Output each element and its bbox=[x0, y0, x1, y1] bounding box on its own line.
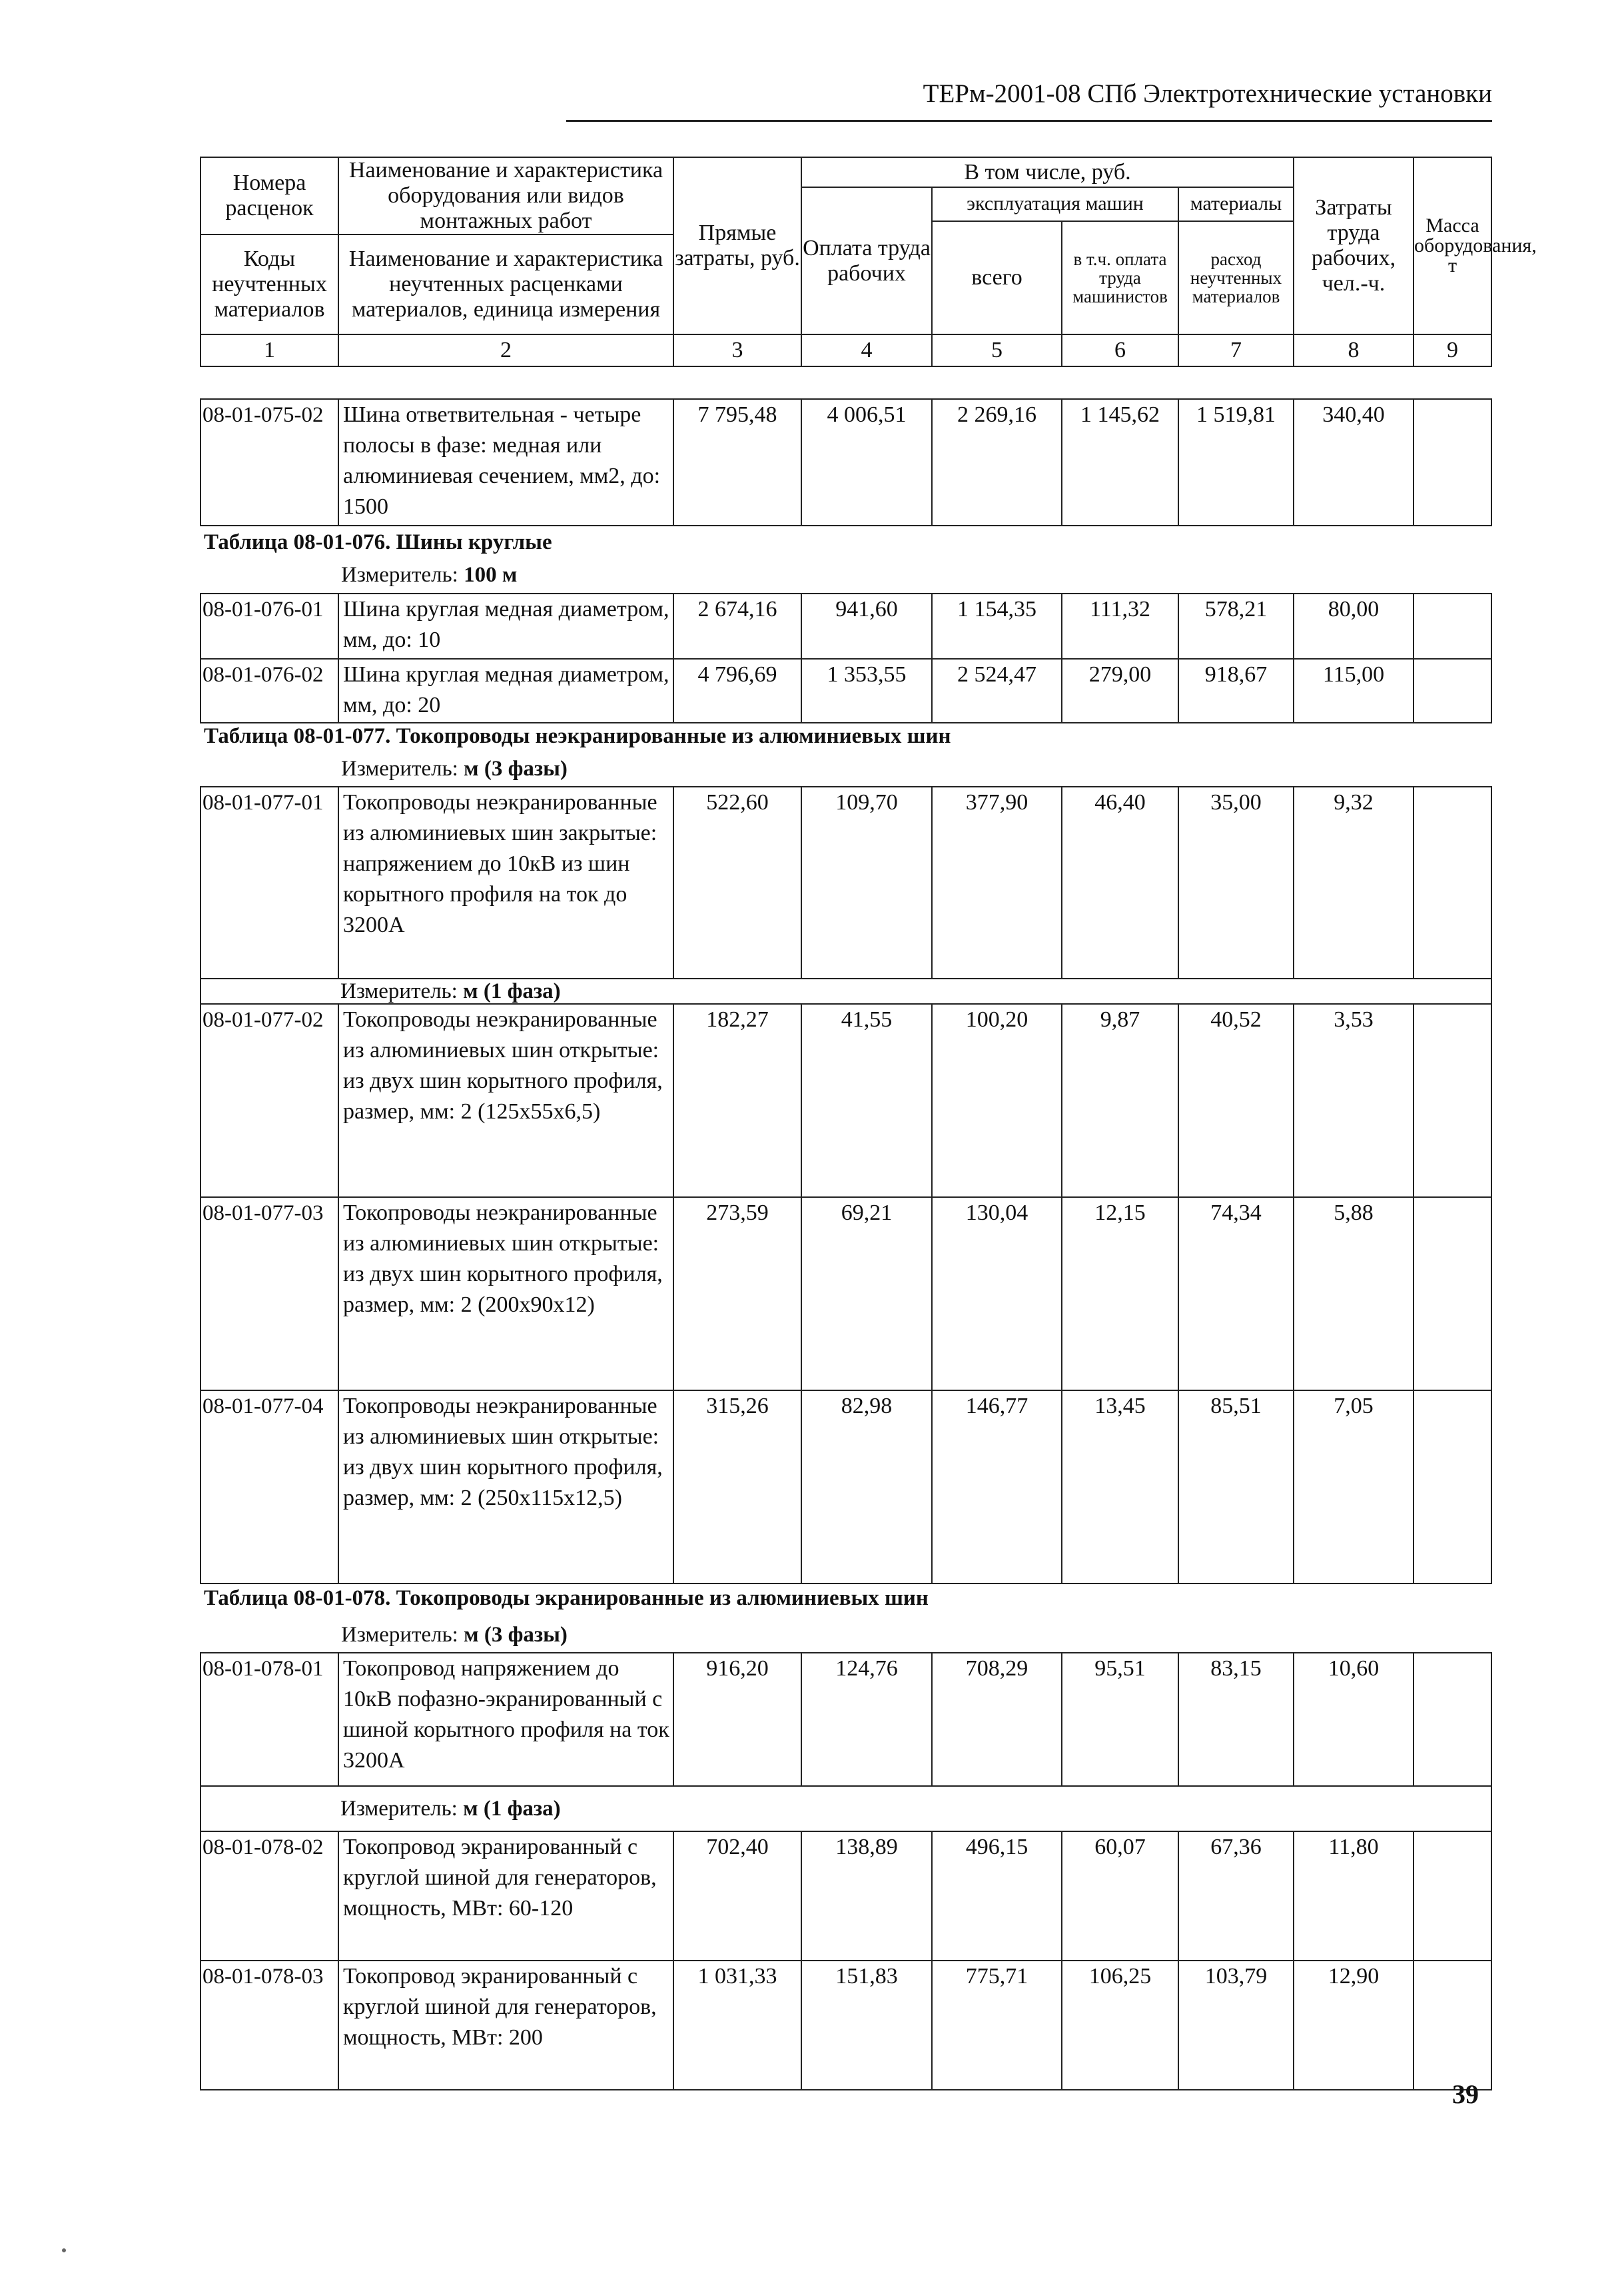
table-row bbox=[201, 1831, 1491, 1961]
table-row bbox=[201, 399, 1491, 526]
cell-direct-cost: 916,20 bbox=[673, 1653, 801, 1786]
measure-row bbox=[201, 979, 1491, 1004]
measure-unit: м (1 фаза) bbox=[463, 1797, 561, 1821]
table-row bbox=[201, 1653, 1491, 1786]
measure-label: Измеритель: bbox=[341, 563, 464, 587]
cell-labor-hours: 3,53 bbox=[1294, 1004, 1414, 1197]
row-code: 08-01-078-03 bbox=[201, 1961, 338, 2090]
cell-direct-cost: 522,60 bbox=[673, 787, 801, 979]
column-header-table bbox=[200, 157, 1537, 367]
cell-labor-pay: 1 353,55 bbox=[801, 659, 932, 723]
cell-machines-total: 130,04 bbox=[932, 1197, 1062, 1390]
row-name: Токопроводы неэкранированные из алюминиевых шин открытые: из двух шин корытного профиля, размер, мм: 2 (250x115x12,5) bbox=[338, 1390, 673, 1584]
col-number: 8 bbox=[1294, 334, 1414, 366]
table-077-caption: Таблица 08-01-077. Токопроводы неэкранированные из алюминиевых шин bbox=[204, 724, 951, 748]
cell-materials: 40,52 bbox=[1178, 1004, 1294, 1197]
cell-labor-pay: 69,21 bbox=[801, 1197, 932, 1390]
cell-mass bbox=[1414, 399, 1491, 526]
measure-label: Измеритель: bbox=[340, 1797, 464, 1821]
group-header: В том числе, руб. bbox=[801, 157, 1294, 187]
cell-mass bbox=[1414, 1004, 1491, 1197]
cell-materials: 918,67 bbox=[1178, 659, 1294, 723]
cell-machinists-pay: 1 145,62 bbox=[1062, 399, 1178, 526]
row-code: 08-01-078-02 bbox=[201, 1831, 338, 1961]
cell-materials: 1 519,81 bbox=[1178, 399, 1294, 526]
cell-mass bbox=[1414, 1197, 1491, 1390]
table-078-caption: Таблица 08-01-078. Токопроводы экранированные из алюминиевых шин bbox=[204, 1586, 929, 1610]
cell-labor-hours: 10,60 bbox=[1294, 1653, 1414, 1786]
table-076 bbox=[200, 593, 1492, 723]
page-number: 39 bbox=[1452, 2079, 1479, 2109]
measure-unit: м (3 фазы) bbox=[464, 1623, 568, 1647]
row-name: Шина круглая медная диаметром, мм, до: 20 bbox=[338, 659, 673, 723]
measure-label: Измеритель: bbox=[341, 1623, 464, 1647]
col-number: 3 bbox=[673, 334, 801, 366]
measure-label: Измеритель: bbox=[340, 979, 464, 1003]
cell-materials: 578,21 bbox=[1178, 594, 1294, 659]
cell-labor-hours: 80,00 bbox=[1294, 594, 1414, 659]
cell-mass bbox=[1414, 1831, 1491, 1961]
cell-machines-total: 146,77 bbox=[932, 1390, 1062, 1584]
table-077-measure-2 bbox=[201, 979, 1491, 1004]
cell-direct-cost: 182,27 bbox=[673, 1004, 801, 1197]
cell-labor-pay: 941,60 bbox=[801, 594, 932, 659]
cell-direct-cost: 315,26 bbox=[673, 1390, 801, 1584]
table-076-caption: Таблица 08-01-076. Шины круглые bbox=[204, 530, 552, 554]
table-077 bbox=[200, 786, 1492, 1584]
cell-direct-cost: 273,59 bbox=[673, 1197, 801, 1390]
row-name: Шина ответвительная - четыре полосы в фазе: медная или алюминиевая сечением, мм2, до: 1500 bbox=[338, 399, 673, 526]
cell-machines-total: 100,20 bbox=[932, 1004, 1062, 1197]
scan-speck bbox=[62, 2248, 66, 2252]
row-code: 08-01-076-01 bbox=[201, 594, 338, 659]
cell-machines-total: 708,29 bbox=[932, 1653, 1062, 1786]
row-code: 08-01-077-01 bbox=[201, 787, 338, 979]
cell-labor-hours: 115,00 bbox=[1294, 659, 1414, 723]
cell-mass bbox=[1414, 1961, 1491, 2090]
cell-materials: 103,79 bbox=[1178, 1961, 1294, 2090]
cell-labor-pay: 138,89 bbox=[801, 1831, 932, 1961]
cell-machines-total: 2 269,16 bbox=[932, 399, 1062, 526]
cell-labor-pay: 151,83 bbox=[801, 1961, 932, 2090]
row-code: 08-01-075-02 bbox=[201, 399, 338, 526]
table-076-measure bbox=[341, 563, 517, 588]
row-code: 08-01-076-02 bbox=[201, 659, 338, 723]
cell-machinists-pay: 46,40 bbox=[1062, 787, 1178, 979]
cell-machines-total: 1 154,35 bbox=[932, 594, 1062, 659]
cell-labor-pay: 82,98 bbox=[801, 1390, 932, 1584]
row-code: 08-01-078-01 bbox=[201, 1653, 338, 1786]
cell-materials: 74,34 bbox=[1178, 1197, 1294, 1390]
measure-row bbox=[201, 1786, 1491, 1831]
row-name: Токопроводы неэкранированные из алюминиевых шин открытые: из двух шин корытного профиля, размер, мм: 2 (125x55x6,5) bbox=[338, 1004, 673, 1197]
col-number: 7 bbox=[1178, 334, 1294, 366]
table-row bbox=[201, 1390, 1491, 1584]
col3-header: Прямые затраты, руб. bbox=[673, 157, 801, 334]
cell-mass bbox=[1414, 1390, 1491, 1584]
header-rule bbox=[566, 120, 1492, 122]
cell-materials: 35,00 bbox=[1178, 787, 1294, 979]
row-name: Токопровод экранированный с круглой шиной для генераторов, мощность, МВт: 60-120 bbox=[338, 1831, 673, 1961]
row-code: 08-01-077-04 bbox=[201, 1390, 338, 1584]
cell-machinists-pay: 60,07 bbox=[1062, 1831, 1178, 1961]
col-number: 2 bbox=[338, 334, 673, 366]
col-number: 9 bbox=[1414, 334, 1491, 366]
cell-machinists-pay: 95,51 bbox=[1062, 1653, 1178, 1786]
cell-machines-total: 377,90 bbox=[932, 787, 1062, 979]
cell-direct-cost: 7 795,48 bbox=[673, 399, 801, 526]
cell-direct-cost: 2 674,16 bbox=[673, 594, 801, 659]
cell-machinists-pay: 13,45 bbox=[1062, 1390, 1178, 1584]
cell-materials: 85,51 bbox=[1178, 1390, 1294, 1584]
table-078-measure bbox=[341, 1623, 568, 1647]
cell-direct-cost: 1 031,33 bbox=[673, 1961, 801, 2090]
table-078-measure-2 bbox=[201, 1786, 1491, 1831]
cell-labor-pay: 109,70 bbox=[801, 787, 932, 979]
table-row bbox=[201, 1197, 1491, 1390]
table-077-measure bbox=[341, 757, 568, 781]
cell-machinists-pay: 279,00 bbox=[1062, 659, 1178, 723]
table-078 bbox=[200, 1652, 1492, 2090]
cell-labor-pay: 41,55 bbox=[801, 1004, 932, 1197]
cell-direct-cost: 4 796,69 bbox=[673, 659, 801, 723]
measure-unit: 100 м bbox=[464, 563, 518, 587]
cell-mass bbox=[1414, 1653, 1491, 1786]
cell-machines-total: 2 524,47 bbox=[932, 659, 1062, 723]
cell-labor-hours: 7,05 bbox=[1294, 1390, 1414, 1584]
cell-mass bbox=[1414, 659, 1491, 723]
cell-machines-total: 496,15 bbox=[932, 1831, 1062, 1961]
table-row bbox=[201, 1961, 1491, 2090]
row-name: Токопровод напряжением до 10кВ пофазно-экранированный с шиной корытного профиля на ток 3200А bbox=[338, 1653, 673, 1786]
col-number: 5 bbox=[932, 334, 1062, 366]
row-code: 08-01-077-02 bbox=[201, 1004, 338, 1197]
running-header: ТЕРм-2001-08 СПб Электротехнические установки bbox=[923, 79, 1492, 108]
cell-labor-pay: 124,76 bbox=[801, 1653, 932, 1786]
col2-header-bottom: Наименование и характеристика неучтенных расценками материалов, единица измерения bbox=[338, 234, 673, 334]
col4-header: Оплата труда рабочих bbox=[801, 187, 932, 334]
row-name: Шина круглая медная диаметром, мм, до: 10 bbox=[338, 594, 673, 659]
measure-unit: м (1 фаза) bbox=[463, 979, 561, 1003]
col-number: 4 bbox=[801, 334, 932, 366]
row-name: Токопроводы неэкранированные из алюминиевых шин закрытые: напряжением до 10кВ из шин корытного профиля на ток до 3200А bbox=[338, 787, 673, 979]
cell-labor-hours: 340,40 bbox=[1294, 399, 1414, 526]
table-row bbox=[201, 659, 1491, 723]
col1-header-top: Номера расценок bbox=[201, 157, 338, 234]
col-number: 1 bbox=[201, 334, 338, 366]
cell-machines-total: 775,71 bbox=[932, 1961, 1062, 2090]
col6-header: в т.ч. оплата труда машинистов bbox=[1062, 221, 1178, 335]
cell-labor-hours: 9,32 bbox=[1294, 787, 1414, 979]
row-name: Токопроводы неэкранированные из алюминиевых шин открытые: из двух шин корытного профиля, размер, мм: 2 (200x90x12) bbox=[338, 1197, 673, 1390]
cell-machinists-pay: 111,32 bbox=[1062, 594, 1178, 659]
materials-header: материалы bbox=[1178, 187, 1294, 221]
cell-mass bbox=[1414, 787, 1491, 979]
col-number: 6 bbox=[1062, 334, 1178, 366]
cell-machinists-pay: 106,25 bbox=[1062, 1961, 1178, 2090]
machines-header: эксплуатация машин bbox=[932, 187, 1178, 221]
cell-mass bbox=[1414, 594, 1491, 659]
cell-materials: 67,36 bbox=[1178, 1831, 1294, 1961]
measure-label: Измеритель: bbox=[341, 757, 464, 781]
table-row bbox=[201, 1004, 1491, 1197]
col1-header-bottom: Коды неучтенных материалов bbox=[201, 234, 338, 334]
cell-machinists-pay: 9,87 bbox=[1062, 1004, 1178, 1197]
col5-header: всего bbox=[932, 221, 1062, 335]
col7-header: расход неучтенных материалов bbox=[1178, 221, 1294, 335]
cell-machinists-pay: 12,15 bbox=[1062, 1197, 1178, 1390]
col8-header: Затраты труда рабочих, чел.-ч. bbox=[1294, 157, 1414, 334]
col2-header-top: Наименование и характеристика оборудования или видов монтажных работ bbox=[338, 157, 673, 234]
table-075 bbox=[200, 398, 1492, 526]
cell-labor-pay: 4 006,51 bbox=[801, 399, 932, 526]
table-row bbox=[201, 594, 1491, 659]
row-name: Токопровод экранированный с круглой шиной для генераторов, мощность, МВт: 200 bbox=[338, 1961, 673, 2090]
row-code: 08-01-077-03 bbox=[201, 1197, 338, 1390]
measure-unit: м (3 фазы) bbox=[464, 757, 568, 781]
col9-header: Масса оборудования, т bbox=[1414, 157, 1491, 334]
cell-direct-cost: 702,40 bbox=[673, 1831, 801, 1961]
table-row bbox=[201, 787, 1491, 979]
cell-labor-hours: 11,80 bbox=[1294, 1831, 1414, 1961]
cell-labor-hours: 5,88 bbox=[1294, 1197, 1414, 1390]
cell-labor-hours: 12,90 bbox=[1294, 1961, 1414, 2090]
cell-materials: 83,15 bbox=[1178, 1653, 1294, 1786]
